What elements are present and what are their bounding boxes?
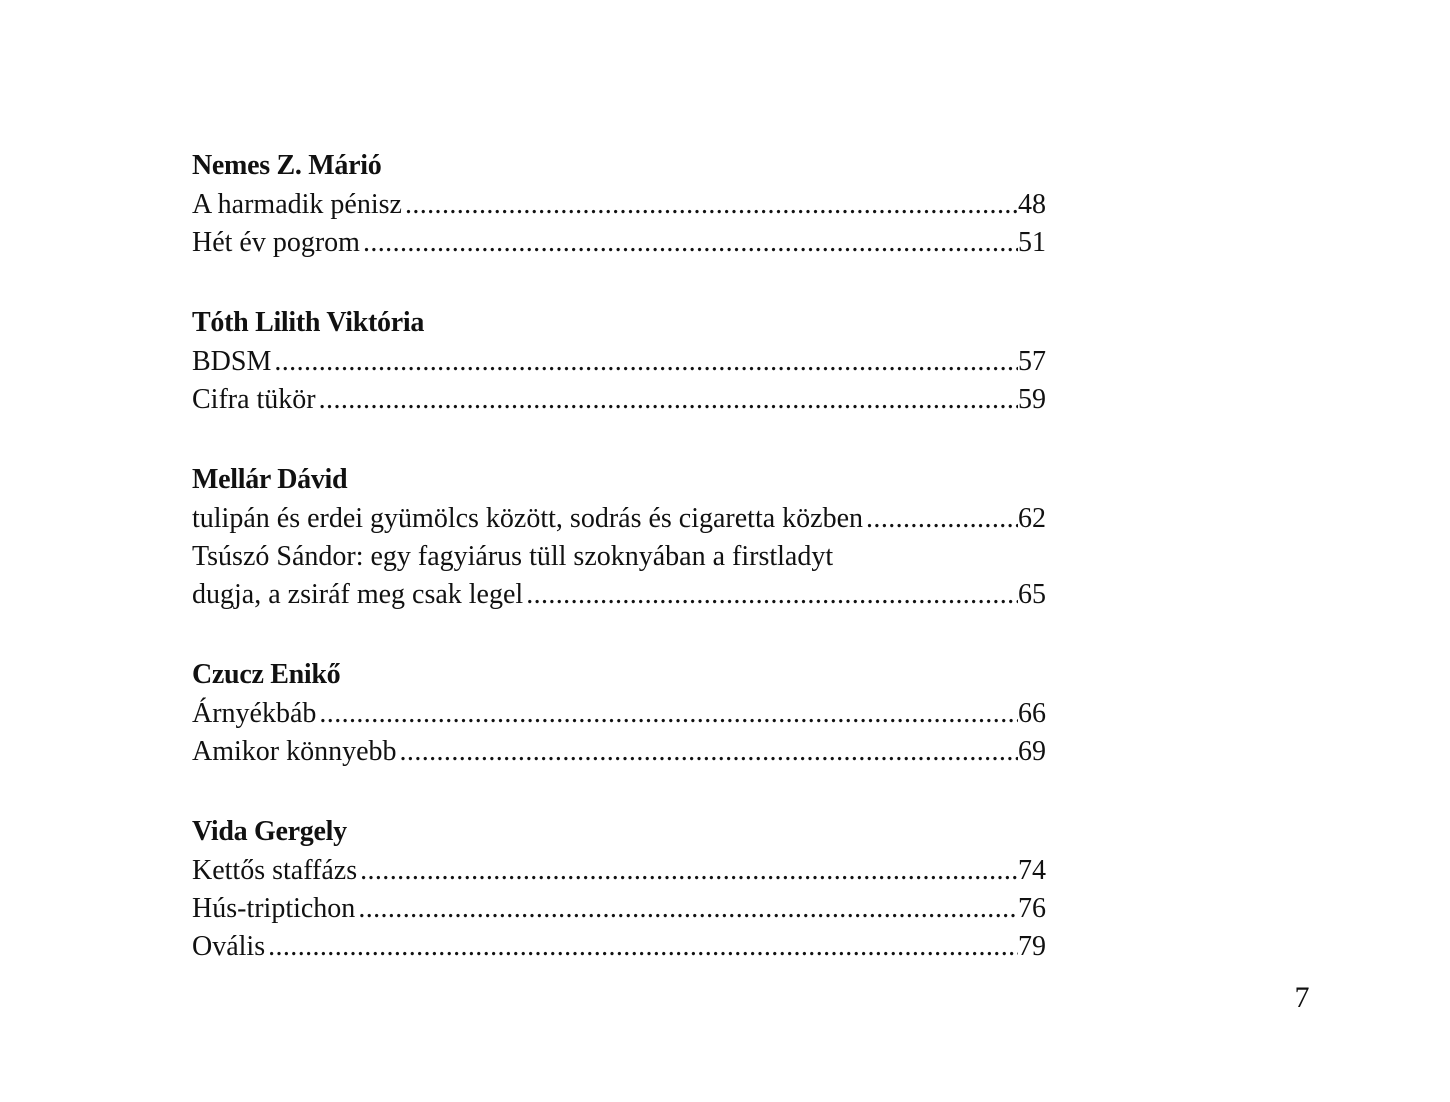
toc-entry[interactable] [192,890,1046,928]
toc-section-mellar-david [192,460,1046,614]
dot-leader [319,381,1018,419]
entry-title: Kettős staffázs [192,855,358,886]
author-heading: Czucz Enikő [192,659,341,690]
entry-title: A harmadik pénisz [192,189,402,220]
table-of-contents [192,146,1046,1007]
author-heading: Tóth Lilith Viktória [192,307,425,338]
toc-entry[interactable] [192,576,1046,614]
entry-title: dugja, a zsiráf meg csak legel [192,579,524,610]
entry-page-number: 66 [1018,698,1046,729]
dot-leader [319,695,1018,733]
toc-entry[interactable] [192,381,1046,419]
dot-leader [274,343,1018,381]
toc-section-czucz-eniko [192,655,1046,771]
entry-title: Árnyékbáb [192,698,317,729]
entry-page-number: 59 [1018,384,1046,415]
entry-page-number: 48 [1018,189,1046,220]
entry-page-number: 65 [1018,579,1046,610]
dot-leader [400,733,1018,771]
dot-leader [268,928,1018,966]
entry-title-first-line[interactable]: Tsúszó Sándor: egy fagyiárus tüll szoknyában a firstladyt [192,541,834,572]
toc-entry[interactable] [192,733,1046,771]
dot-leader [360,852,1018,890]
entry-page-number: 69 [1018,736,1046,767]
dot-leader [363,224,1018,262]
author-heading: Nemes Z. Márió [192,150,382,181]
author-heading: Vida Gergely [192,816,347,847]
toc-entry[interactable] [192,928,1046,966]
author-heading: Mellár Dávid [192,464,348,495]
toc-entry[interactable] [192,186,1046,224]
toc-section-nemes-z-mario [192,146,1046,262]
entry-title: BDSM [192,346,272,377]
entry-page-number: 51 [1018,227,1046,258]
toc-entry[interactable] [192,695,1046,733]
entry-page-number: 79 [1018,931,1046,962]
toc-section-vida-gergely [192,812,1046,966]
entry-title: Cifra tükör [192,384,316,415]
entry-title: Hús-triptichon [192,893,356,924]
toc-section-toth-lilith-viktoria [192,303,1046,419]
entry-page-number: 62 [1018,503,1046,534]
entry-title: tulipán és erdei gyümölcs között, sodrás és cigaretta közben [192,503,864,534]
entry-title: Amikor könnyebb [192,736,397,767]
toc-entry[interactable] [192,224,1046,262]
dot-leader [866,500,1018,538]
entry-page-number: 74 [1018,855,1046,886]
entry-title: Ovális [192,931,266,962]
entry-page-number: 57 [1018,346,1046,377]
dot-leader [358,890,1018,928]
page-number: 7 [1294,981,1310,1014]
entry-page-number: 76 [1018,893,1046,924]
entry-title: Hét év pogrom [192,227,360,258]
toc-entry[interactable] [192,500,1046,538]
toc-entry[interactable] [192,343,1046,381]
dot-leader [405,186,1018,224]
toc-entry[interactable] [192,852,1046,890]
dot-leader [526,576,1018,614]
